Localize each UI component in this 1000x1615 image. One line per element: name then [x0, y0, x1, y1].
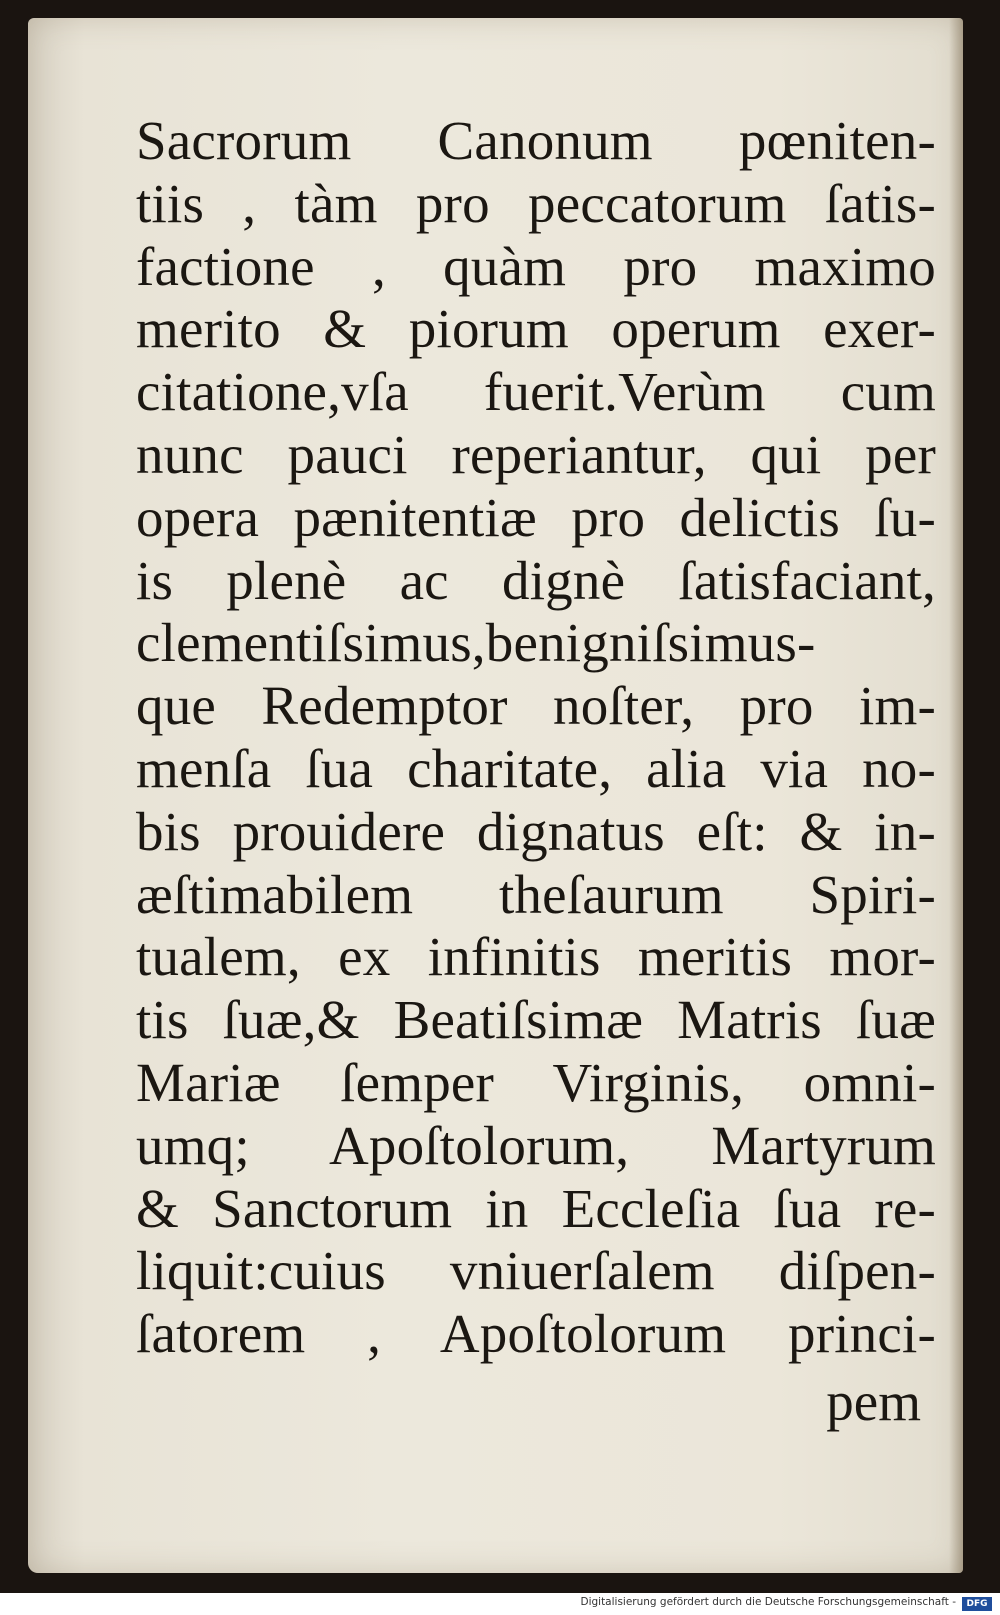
page-edge [949, 18, 963, 1573]
text-line: tiis , tàm pro peccatorum ſatis- [136, 172, 936, 234]
catchword: pem [826, 1371, 921, 1432]
dfg-logo: DFG [962, 1597, 992, 1611]
text-line: is plenè ac dignè ſatisfaciant, [136, 549, 936, 611]
text-line: tualem, ex infinitis meritis mor- [136, 926, 936, 988]
text-line: nunc pauci reperiantur, qui per [136, 423, 936, 485]
text-line: citatione,vſa fuerit.Verùm cum [136, 361, 936, 423]
text-line: clementiſsimus,benigniſsimus- [136, 612, 816, 674]
text-line: que Redemptor noſter, pro im- [136, 675, 936, 737]
footer-bar [0, 1593, 1000, 1615]
text-line: æſtimabilem theſaurum Spiri- [136, 863, 936, 925]
text-line: tis ſuæ,& Beatiſsimæ Matris ſuæ [136, 989, 936, 1051]
text-line: & Sanctorum in Eccleſia ſua re- [136, 1177, 936, 1239]
book-page [28, 18, 963, 1573]
text-line: opera pænitentiæ pro delictis ſu- [136, 486, 936, 548]
text-line: umq; Apoſtolorum, Martyrum [136, 1114, 936, 1176]
text-line: menſa ſua charitate, alia via no- [136, 737, 936, 799]
text-line: Sacrorum Canonum pœniten- [136, 110, 936, 171]
text-line: ſatorem , Apoſtolorum princi- [136, 1303, 936, 1365]
text-block [136, 110, 936, 1366]
footer-credit: Digitalisierung gefördert durch die Deutsche Forschungsgemeinschaft - [580, 1596, 956, 1608]
text-line: liquit:cuius vniuerſalem diſpen- [136, 1240, 936, 1302]
text-line: merito & piorum operum exer- [136, 298, 936, 360]
text-line: Mariæ ſemper Virginis, omni- [136, 1051, 936, 1113]
text-line: bis prouidere dignatus eſt: & in- [136, 800, 936, 862]
text-line: factione , quàm pro maximo [136, 235, 936, 297]
